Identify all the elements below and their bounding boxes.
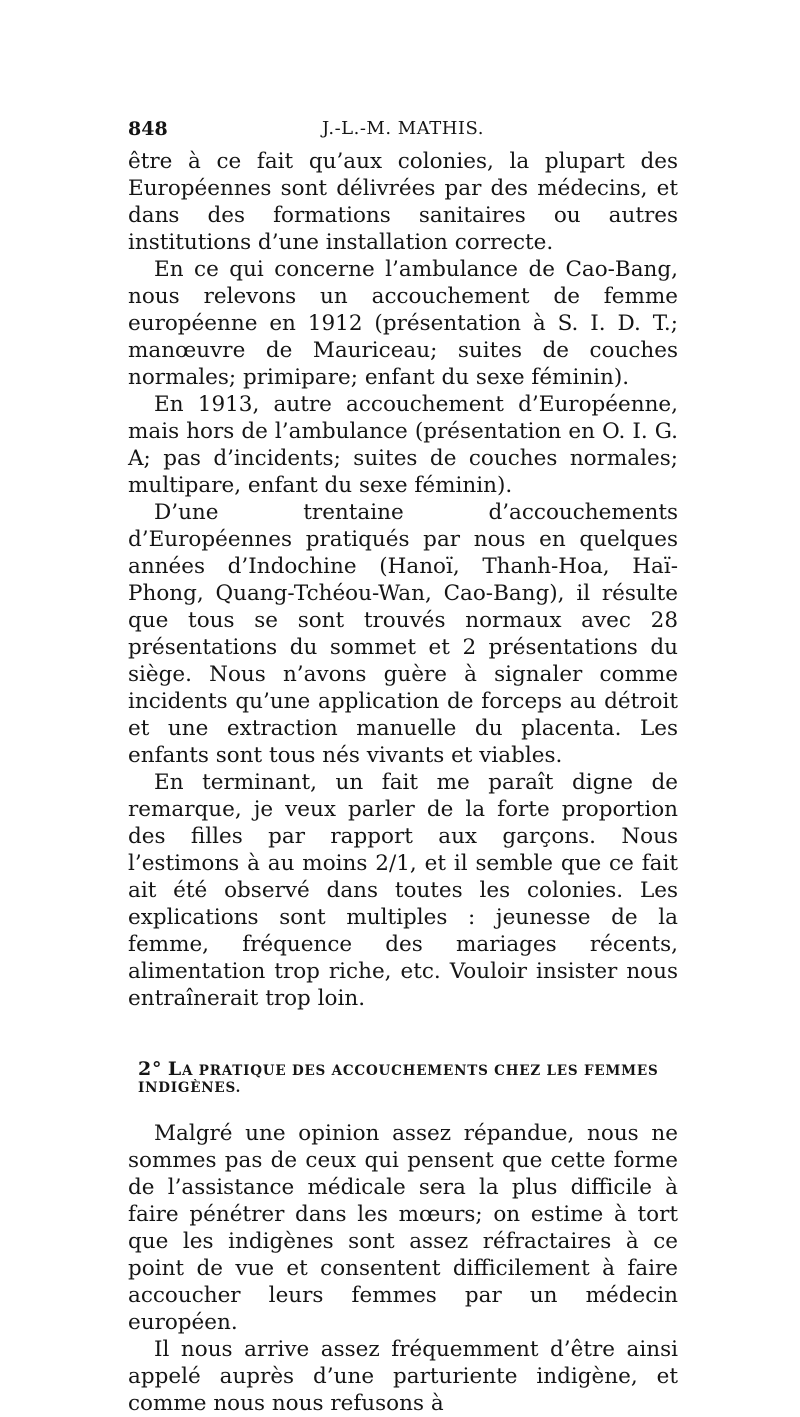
section-number: 2°: [138, 1058, 163, 1080]
section-initial: L: [167, 1058, 182, 1080]
paragraph-cao-bang-1912: En ce qui concerne l’ambulance de Cao-Bang, nous relevons un accouchement de femme européenne en 1912 (présentation à S. I. D. T.; manœuvre de Mauriceau; suites de couches normales; primipare; enfant du sexe féminin).: [128, 257, 678, 390]
paragraph-conclusion: En terminant, un fait me paraît digne de remarque, je veux parler de la forte proportion des filles par rapport aux garçons. Nous l’estimons à au moins 2/1, et il semble que ce fait ait été observé dans toutes les colonies. Les explications sont multiples : jeunesse de la femme, fréquence des mariages récents, alimentation trop riche, etc. Vouloir insister nous entraînerait trop loin.: [128, 770, 678, 1011]
book-page: [128, 118, 678, 1417]
paragraph-continuation: être à ce fait qu’aux colonies, la plupart des Européennes sont délivrées par des médecins, et dans des formations sanitaires ou autres institutions d’une installation correcte.: [128, 149, 678, 255]
paragraph-opinion: Malgré une opinion assez répandue, nous ne sommes pas de ceux qui pensent que cette forme de l’assistance médicale sera la plus difficile à faire pénétrer dans les mœurs; on estime à tort que les indigènes sont assez réfractaires à ce point de vue et consentent difficilement à faire accoucher leurs femmes par un médecin européen.: [128, 1121, 678, 1335]
section-title-text: A PRATIQUE DES ACCOUCHEMENTS CHEZ LES FEMMES INDIGÈNES.: [138, 1063, 659, 1096]
paragraph-parturiente: Il nous arrive assez fréquemment d’être ainsi appelé auprès d’une parturiente indigène, et comme nous nous refusons à: [128, 1337, 678, 1416]
page-header: [128, 118, 678, 148]
section-heading: [128, 1058, 678, 1096]
running-head: J.-L.-M. MATHIS.: [322, 118, 484, 139]
paragraph-1913: En 1913, autre accouchement d’Européenne, mais hors de l’ambulance (présentation en O. I. G. A; pas d’incidents; suites de couches normales; multipare, enfant du sexe féminin).: [128, 392, 678, 498]
page-number: 848: [128, 118, 168, 140]
paragraph-indochine: D’une trentaine d’accouchements d’Européennes pratiqués par nous en quelques années d’Indochine (Hanoï, Thanh-Hoa, Haï-Phong, Quang-Tchéou-Wan, Cao-Bang), il résulte que tous se sont trouvés normaux avec 28 présentations du sommet et 2 présentations du siège. Nous n’avons guère à signaler comme incidents qu’une application de forceps au détroit et une extraction manuelle du placenta. Les enfants sont tous nés vivants et viables.: [128, 500, 678, 768]
